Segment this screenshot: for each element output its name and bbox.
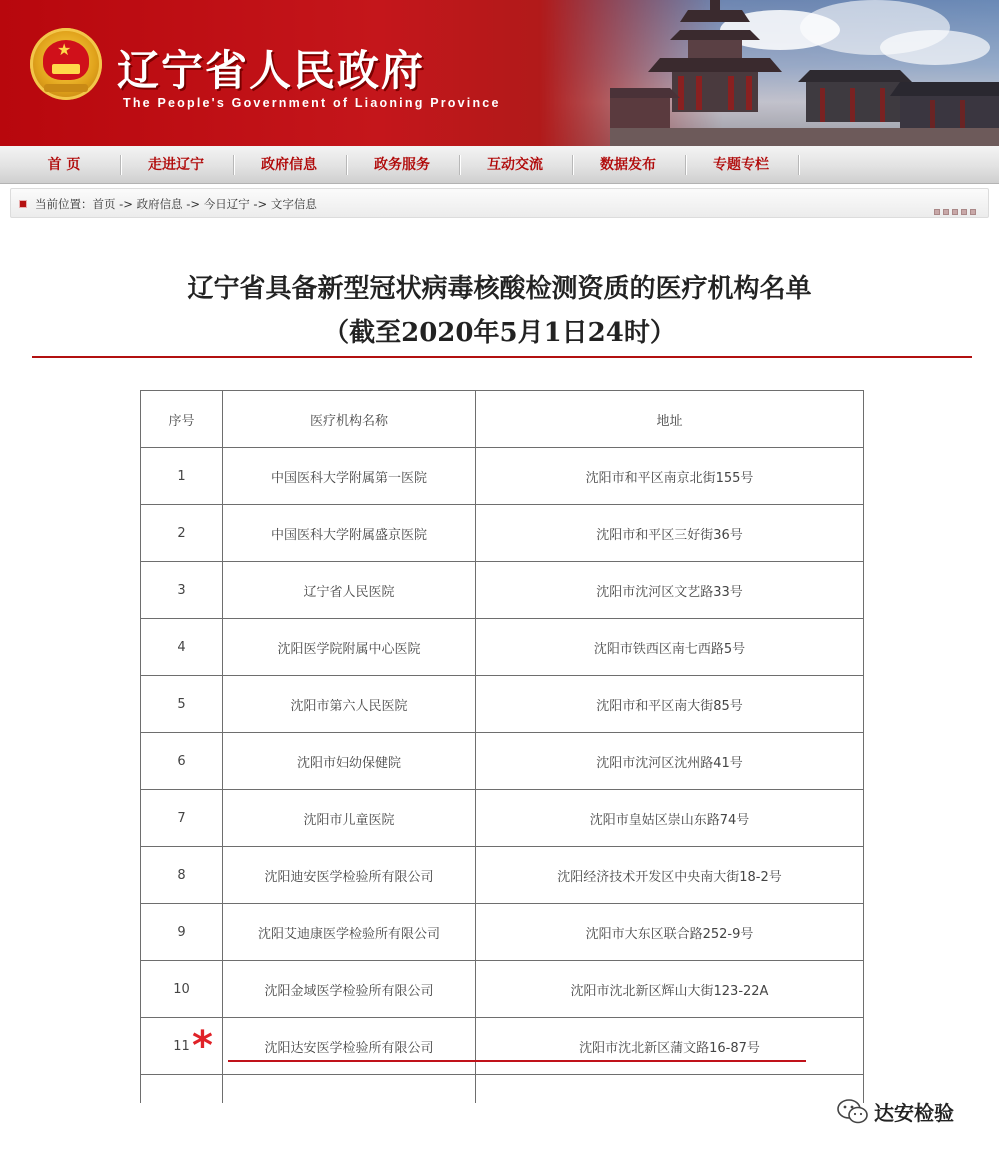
table-row [141, 448, 864, 505]
nav-divider [346, 155, 347, 175]
highlight-underline [228, 1060, 806, 1062]
institution-name: 沈阳艾迪康医学检验所有限公司 [223, 904, 476, 961]
table-row [141, 790, 864, 847]
institution-address: 沈阳市沈河区沈州路41号 [476, 733, 864, 790]
institution-name: 沈阳市儿童医院 [223, 790, 476, 847]
breadcrumb-today-liaoning[interactable]: 今日辽宁 [203, 197, 250, 211]
institution-address: 沈阳市沈北新区蒲文路16-87号 [476, 1018, 864, 1075]
emblem-gate [52, 64, 80, 74]
row-index: 10 [141, 961, 223, 1018]
institution-address: 沈阳市沈北新区辉山大街123-22A [476, 961, 864, 1018]
breadcrumb-prefix: 当前位置： [35, 197, 93, 211]
row-index: 9 [141, 904, 223, 961]
wechat-icon [837, 1098, 869, 1126]
breadcrumb [10, 188, 989, 218]
row-index: 5 [141, 676, 223, 733]
row-index: 2 [141, 505, 223, 562]
watermark-text: 达安检验 [874, 1101, 954, 1125]
row-index: 3 [141, 562, 223, 619]
nav-item-home[interactable]: 首 页 [47, 157, 81, 173]
row-index: 6 [141, 733, 223, 790]
table-row [141, 847, 864, 904]
institution-name: 沈阳医学院附属中心医院 [223, 619, 476, 676]
star-icon: ★ [57, 40, 72, 59]
column-header-address: 地址 [476, 391, 864, 448]
table-row [141, 619, 864, 676]
nav-divider [572, 155, 573, 175]
table-header-row [141, 391, 864, 448]
table-row [141, 961, 864, 1018]
table-row [141, 562, 864, 619]
breadcrumb-separator: -> [253, 197, 268, 211]
institution-address: 沈阳市和平区南京北街155号 [476, 448, 864, 505]
nav-item-about-liaoning[interactable]: 走进辽宁 [148, 157, 204, 173]
institution-name: 沈阳达安医学检验所有限公司 [223, 1018, 476, 1075]
empty-cell [141, 1075, 223, 1103]
site-title[interactable]: 辽宁省人民政府 [117, 46, 426, 95]
column-header-index: 序号 [141, 391, 223, 448]
breadcrumb-home[interactable]: 首页 [92, 197, 116, 211]
nav-item-special-topics[interactable]: 专题专栏 [713, 157, 769, 173]
nav-item-gov-services[interactable]: 政务服务 [374, 157, 430, 173]
column-header-name: 医疗机构名称 [223, 391, 476, 448]
institution-name: 中国医科大学附属盛京医院 [223, 505, 476, 562]
institution-address: 沈阳市皇姑区崇山东路74号 [476, 790, 864, 847]
breadcrumb-text-info[interactable]: 文字信息 [270, 197, 317, 211]
table-row [141, 904, 864, 961]
decorative-dots [931, 200, 976, 219]
institution-name: 沈阳金域医学检验所有限公司 [223, 961, 476, 1018]
institution-address: 沈阳市和平区南大街85号 [476, 676, 864, 733]
breadcrumb-bullet-icon [19, 200, 27, 208]
empty-cell [223, 1075, 476, 1103]
row-index: 7 [141, 790, 223, 847]
institution-address: 沈阳市铁西区南七西路5号 [476, 619, 864, 676]
article-title: 辽宁省具备新型冠状病毒核酸检测资质的医疗机构名单 [187, 274, 812, 304]
asterisk-mark: * [192, 1023, 213, 1069]
institution-name: 中国医科大学附属第一医院 [223, 448, 476, 505]
article-date-note: （截至2020年5月1日24时） [323, 318, 676, 348]
institution-name: 沈阳市第六人民医院 [223, 676, 476, 733]
palace-illustration [610, 0, 999, 146]
institution-address: 沈阳市和平区三好街36号 [476, 505, 864, 562]
institution-address: 沈阳市大东区联合路252-9号 [476, 904, 864, 961]
title-divider [32, 356, 972, 358]
breadcrumb-gov-info[interactable]: 政府信息 [136, 197, 183, 211]
institution-name: 沈阳迪安医学检验所有限公司 [223, 847, 476, 904]
site-subtitle: The People's Government of Liaoning Province [123, 96, 501, 110]
site-banner [0, 0, 999, 146]
row-index: 11 [141, 1018, 223, 1075]
table-row-highlighted [141, 1018, 864, 1075]
nav-divider [233, 155, 234, 175]
national-emblem-icon[interactable] [30, 28, 102, 100]
nav-divider [120, 155, 121, 175]
nav-divider [685, 155, 686, 175]
institution-address: 沈阳经济技术开发区中央南大街18-2号 [476, 847, 864, 904]
emblem-base [44, 84, 88, 92]
nav-divider [798, 155, 799, 175]
breadcrumb-trail [35, 196, 317, 212]
nav-item-gov-info[interactable]: 政府信息 [261, 157, 317, 173]
table-row [141, 733, 864, 790]
row-index: 1 [141, 448, 223, 505]
institution-name: 沈阳市妇幼保健院 [223, 733, 476, 790]
institution-address: 沈阳市沈河区文艺路33号 [476, 562, 864, 619]
institution-name: 辽宁省人民医院 [223, 562, 476, 619]
nav-item-interaction[interactable]: 互动交流 [487, 157, 543, 173]
breadcrumb-separator: -> [186, 197, 201, 211]
row-index: 8 [141, 847, 223, 904]
breadcrumb-separator: -> [119, 197, 133, 211]
empty-cell [476, 1075, 864, 1103]
table-row [141, 505, 864, 562]
table-row-partial [141, 1075, 864, 1103]
nav-divider [459, 155, 460, 175]
table-row [141, 676, 864, 733]
institution-table [140, 390, 864, 1103]
main-nav [0, 146, 999, 184]
nav-item-data-release[interactable]: 数据发布 [600, 157, 656, 173]
row-index: 4 [141, 619, 223, 676]
